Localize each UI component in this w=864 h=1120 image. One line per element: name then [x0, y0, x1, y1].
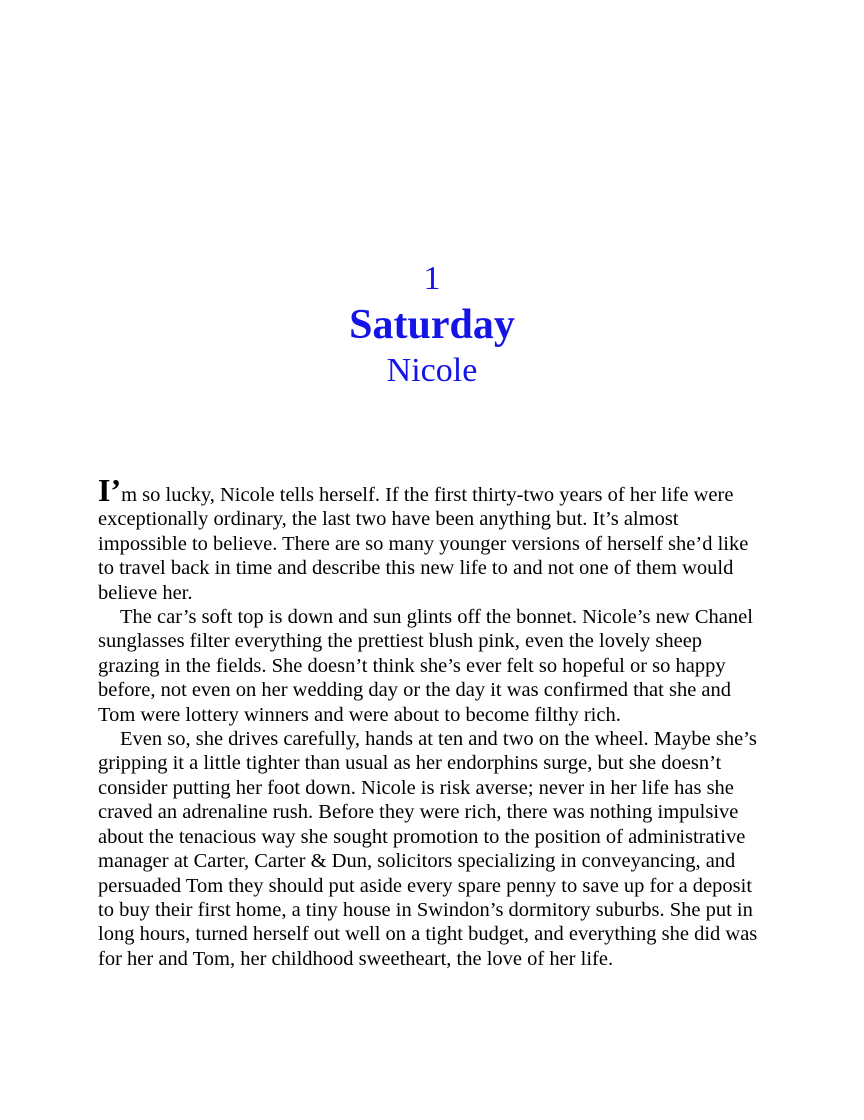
- paragraph-1: [98, 472, 768, 605]
- chapter-pov-character: Nicole: [386, 352, 478, 389]
- chapter-title: Saturday: [349, 302, 515, 348]
- paragraph-1-text: m so lucky, Nicole tells herself. If the first thirty-two years of her life were exceptionally ordinary, the last two have been anything but. It’s almost impossible to believe. There are so many younger versions of herself she’d like to travel back in time and describe this new life to and not one of them would believe her.: [98, 484, 749, 604]
- drop-cap: I’: [98, 472, 122, 508]
- paragraph-3: Even so, she drives carefully, hands at ten and two on the wheel. Maybe she’s gripping it a little tighter than usual as her endorphins surge, but she doesn’t consider putting her foot down. Nicole is risk averse; never in her life has she craved an adrenaline rush. Before they were rich, there was nothing impulsive about the tenacious way she sought promotion to the position of administrative manager at Carter, Carter & Dun, solicitors specializing in conveyancing, and persuaded Tom they should put aside every spare penny to save up for a deposit to buy their first home, a tiny house in Swindon’s dormitory suburbs. She put in long hours, turned herself out well on a tight budget, and everything she did was for her and Tom, her childhood sweetheart, the love of her life.: [98, 728, 758, 970]
- chapter-body: [98, 472, 768, 971]
- chapter-number: 1: [423, 260, 441, 297]
- paragraph-2: The car’s soft top is down and sun glints off the bonnet. Nicole’s new Chanel sunglasses filter everything the prettiest blush pink, even the lovely sheep grazing in the fields. She doesn’t think she’s ever felt so hopeful or so happy before, not even on her wedding day or the day it was confirmed that she and Tom were lottery winners and were about to become filthy rich.: [98, 606, 753, 726]
- chapter-heading: [0, 258, 864, 392]
